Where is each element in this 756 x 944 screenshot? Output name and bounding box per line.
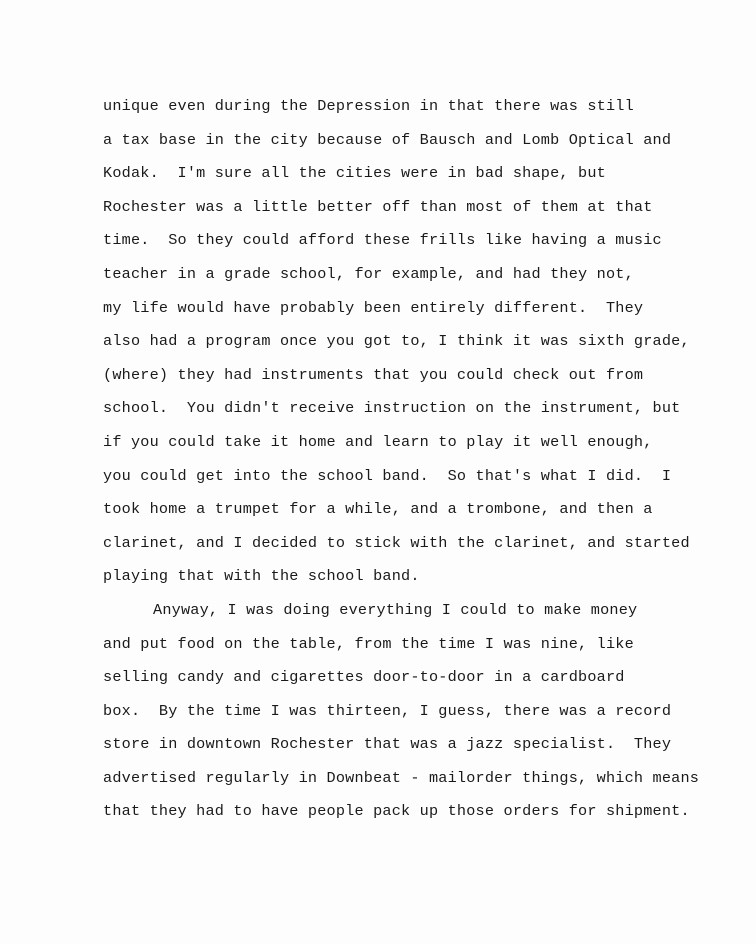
text-line: (where) they had instruments that you could check out from <box>103 365 644 384</box>
text-line: Rochester was a little better off than most of them at that <box>103 197 653 216</box>
text-line: also had a program once you got to, I think it was sixth grade, <box>103 332 690 351</box>
body-text <box>103 93 753 832</box>
text-line: playing that with the school band. <box>103 567 420 586</box>
text-line: box. By the time I was thirteen, I guess, there was a record <box>103 701 672 720</box>
text-line: my life would have probably been entirely different. They <box>103 298 644 317</box>
text-line: teacher in a grade school, for example, and had they not, <box>103 264 634 283</box>
text-line: and put food on the table, from the time I was nine, like <box>103 634 634 653</box>
paragraph-start-line: Anyway, I was doing everything I could to make money <box>153 600 638 619</box>
text-line: that they had to have people pack up those orders for shipment. <box>103 802 690 821</box>
text-line: Kodak. I'm sure all the cities were in bad shape, but <box>103 164 606 183</box>
text-line: unique even during the Depression in that there was still <box>103 97 634 115</box>
text-line: took home a trumpet for a while, and a trombone, and then a <box>103 500 653 519</box>
text-line: store in downtown Rochester that was a jazz specialist. They <box>103 735 672 754</box>
text-line: advertised regularly in Downbeat - mailorder things, which means <box>103 768 700 787</box>
text-line: selling candy and cigarettes door-to-door in a cardboard <box>103 668 625 687</box>
text-line: time. So they could afford these frills like having a music <box>103 231 662 250</box>
text-line: if you could take it home and learn to play it well enough, <box>103 432 653 451</box>
text-line: clarinet, and I decided to stick with the clarinet, and started <box>103 533 690 552</box>
text-line: you could get into the school band. So that's what I did. I <box>103 466 672 485</box>
text-line: school. You didn't receive instruction on the instrument, but <box>103 399 681 418</box>
text-line: a tax base in the city because of Bausch and Lomb Optical and <box>103 130 672 149</box>
